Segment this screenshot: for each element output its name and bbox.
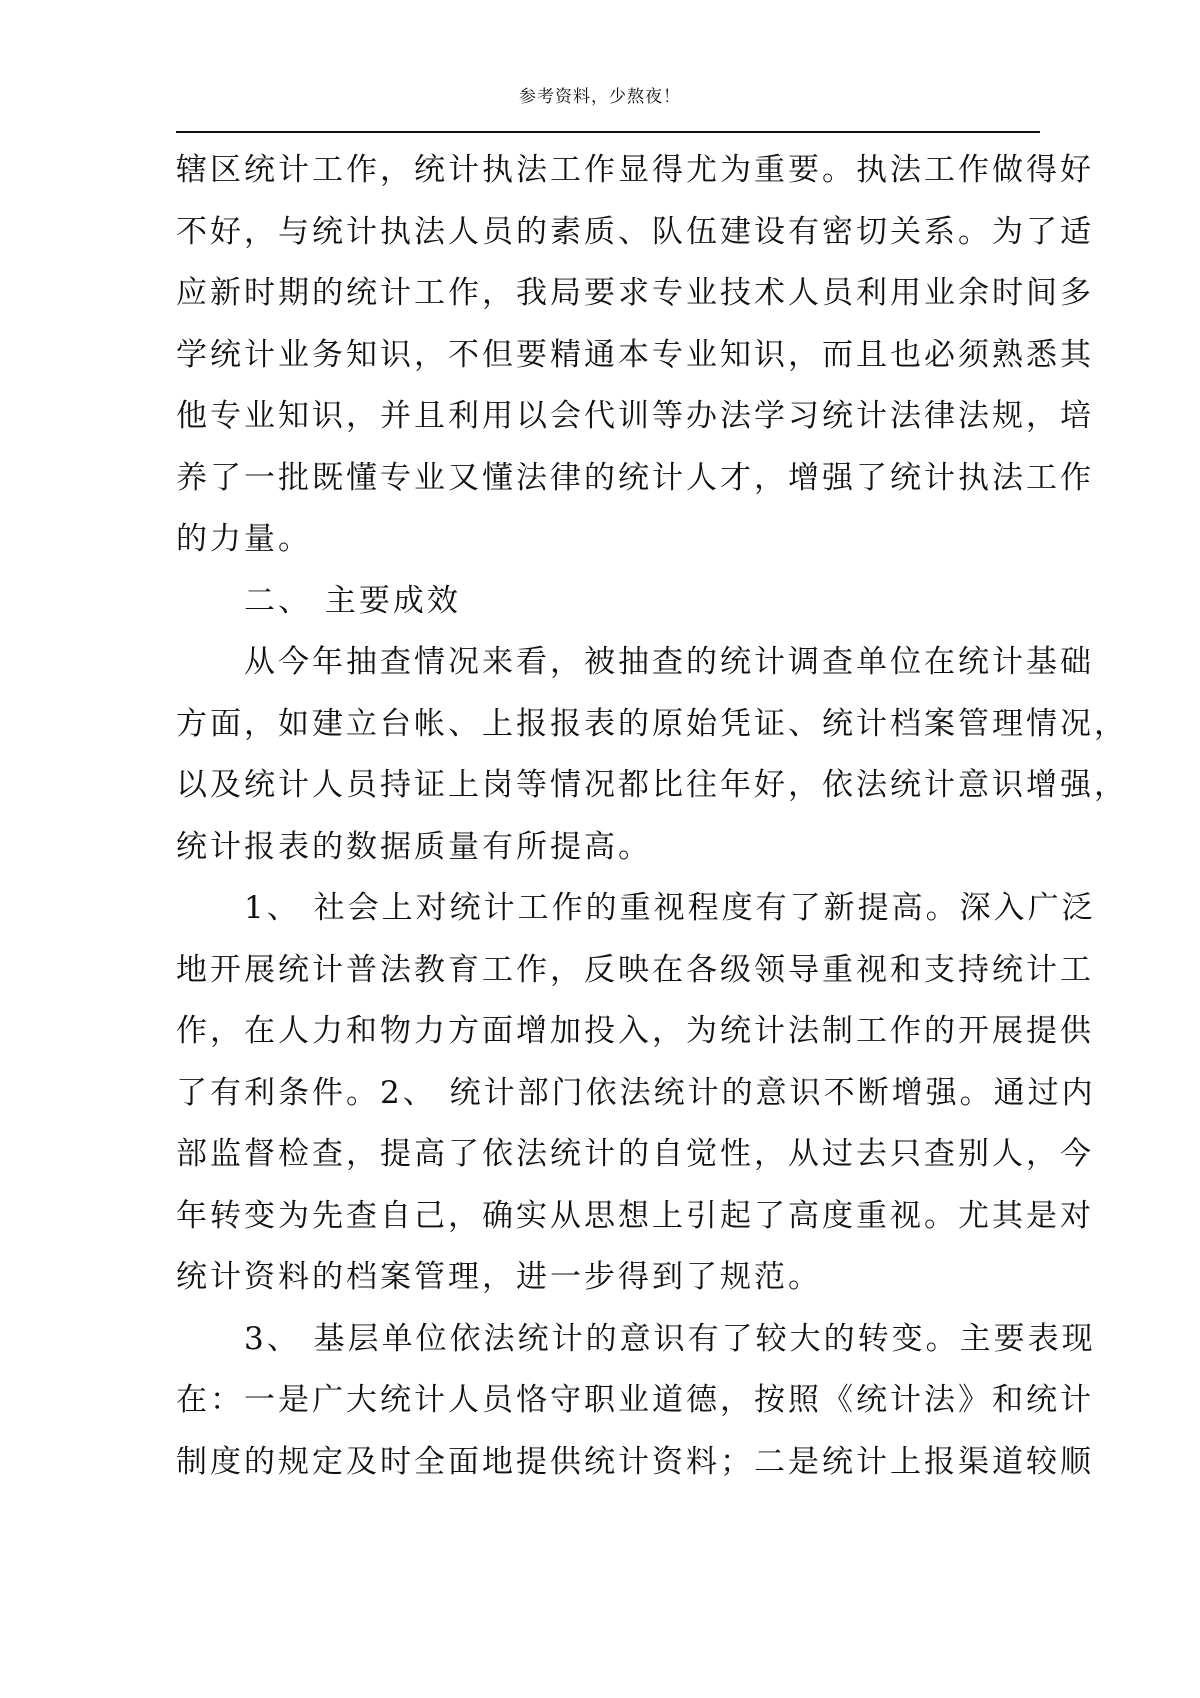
text-line: 养了一批既懂专业又懂法律的统计人才，增强了统计执法工作 <box>176 459 1094 496</box>
text-line: 统计资料的档案管理，进一步得到了规范。 <box>176 1259 822 1295</box>
text-line: 方面，如建立台帐、上报报表的原始凭证、统计档案管理情况， <box>176 705 1128 742</box>
text-line: 制度的规定及时全面地提供统计资料；二是统计上报渠道较顺 <box>176 1443 1094 1480</box>
text-line: 了有利条件。2、 统计部门依法统计的意识不断增强。通过内 <box>176 1074 1096 1111</box>
text-line: 统计报表的数据质量有所提高。 <box>176 828 652 865</box>
text-line: 年转变为先查自己，确实从思想上引起了高度重视。尤其是对 <box>176 1197 1094 1234</box>
text-line: 学统计业务知识，不但要精通本专业知识，而且也必须熟悉其 <box>176 336 1094 373</box>
text-line: 3、 基层单位依法统计的意识有了较大的转变。主要表现 <box>176 1320 1096 1357</box>
section-heading: 二、 主要成效 <box>176 582 461 619</box>
text-line: 他专业知识，并且利用以会代训等办法学习统计法律法规，培 <box>176 398 1094 434</box>
text-line: 部监督检查，提高了依法统计的自觉性，从过去只查别人，今 <box>176 1136 1094 1172</box>
text-line: 地开展统计普法教育工作，反映在各级领导重视和支持统计工 <box>176 951 1094 988</box>
page-header: 参考资料，少熬夜！ <box>519 87 681 107</box>
text-line: 应新时期的统计工作，我局要求专业技术人员利用业余时间多 <box>176 275 1094 311</box>
text-line: 以及统计人员持证上岗等情况都比往年好，依法统计意识增强， <box>176 767 1128 803</box>
text-line: 的力量。 <box>176 521 312 557</box>
text-line: 辖区统计工作，统计执法工作显得尤为重要。执法工作做得好 <box>176 152 1094 188</box>
text-line: 不好，与统计执法人员的素质、队伍建设有密切关系。为了适 <box>176 213 1094 250</box>
text-line: 在：一是广大统计人员恪守职业道德，按照《统计法》和统计 <box>176 1382 1094 1418</box>
text-line: 1、 社会上对统计工作的重视程度有了新提高。深入广泛 <box>176 890 1096 926</box>
body-text <box>176 140 1128 1493</box>
header-divider <box>176 131 1040 133</box>
text-line: 作，在人力和物力方面增加投入，为统计法制工作的开展提供 <box>176 1013 1094 1049</box>
text-line: 从今年抽查情况来看，被抽查的统计调查单位在统计基础 <box>176 644 1094 680</box>
